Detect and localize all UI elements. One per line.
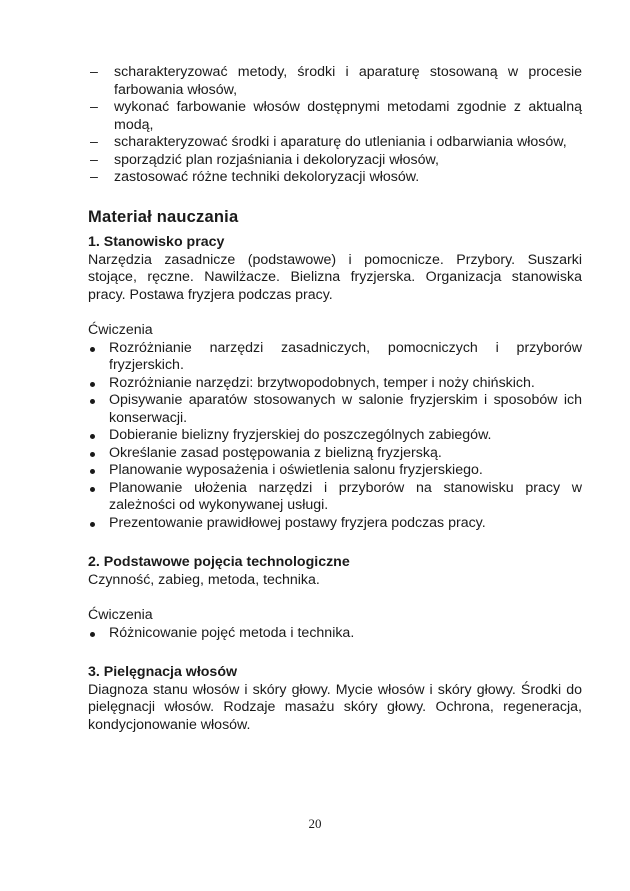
section-1-exercises-label: Ćwiczenia [88, 322, 153, 338]
list-item: Rozróżnianie narzędzi: brzytwopodobnych, temper i noży chińskich. [88, 375, 582, 393]
section-1-title: 1. Stanowisko pracy [88, 234, 225, 250]
document-page [88, 64, 582, 734]
list-item: – scharakteryzować środki i aparaturę do utleniania i odbarwiania włosów, [88, 134, 582, 152]
list-item: Różnicowanie pojęć metoda i technika. [88, 625, 582, 643]
section-1-body: Narzędzia zasadnicze (podstawowe) i pomocnicze. Przybory. Suszarki stojące, ręczne. Nawilżacze. Bielizna fryzjerska. Organizacja stanowiska pracy. Postawa fryzjera podczas pracy. [88, 251, 582, 303]
section-1-exercises [88, 340, 582, 533]
list-item: Planowanie wyposażenia i oświetlenia salonu fryzjerskiego. [88, 462, 582, 480]
section-stanowisko-pracy [88, 234, 582, 532]
list-item: – zastosować różne techniki dekoloryzacji włosów. [88, 169, 582, 187]
intro-list [88, 64, 582, 187]
list-item: – wykonać farbowanie włosów dostępnymi metodami zgodnie z aktualną modą, [88, 99, 582, 134]
list-item: – scharakteryzować metody, środki i aparaturę stosowaną w procesie farbowania włosów, [88, 64, 582, 99]
list-item: Określanie zasad postępowania z bielizną fryzjerską. [88, 445, 582, 463]
section-title: Materiał nauczania [88, 207, 239, 226]
section-2-exercises-label: Ćwiczenia [88, 607, 153, 623]
list-item: Planowanie ułożenia narzędzi i przyborów na stanowisku pracy w zależności od wykonywanej usługi. [88, 480, 582, 515]
section-2-exercises [88, 625, 582, 643]
section-2-title: 2. Podstawowe pojęcia technologiczne [88, 554, 350, 570]
list-item: – sporządzić plan rozjaśniania i dekoloryzacji włosów, [88, 152, 582, 170]
list-item: Opisywanie aparatów stosowanych w salonie fryzjerskim i sposobów ich konserwacji. [88, 392, 582, 427]
list-item: Dobieranie bielizny fryzjerskiej do poszczególnych zabiegów. [88, 427, 582, 445]
section-3-body: Diagnoza stanu włosów i skóry głowy. Mycie włosów i skóry głowy. Środki do pielęgnacji włosów. Rodzaje masażu skóry głowy. Ochrona, regeneracja, kondycjonowanie włosów. [88, 681, 582, 733]
section-3-title: 3. Pielęgnacja włosów [88, 664, 238, 680]
page-number: 20 [308, 816, 322, 831]
section-pielegnacja-wlosow [88, 664, 582, 734]
section-2-body: Czynność, zabieg, metoda, technika. [88, 571, 320, 588]
section-pojecia-technologiczne [88, 554, 582, 642]
list-item: Prezentowanie prawidłowej postawy fryzjera podczas pracy. [88, 515, 582, 533]
list-item: Rozróżnianie narzędzi zasadniczych, pomocniczych i przyborów fryzjerskich. [88, 340, 582, 375]
